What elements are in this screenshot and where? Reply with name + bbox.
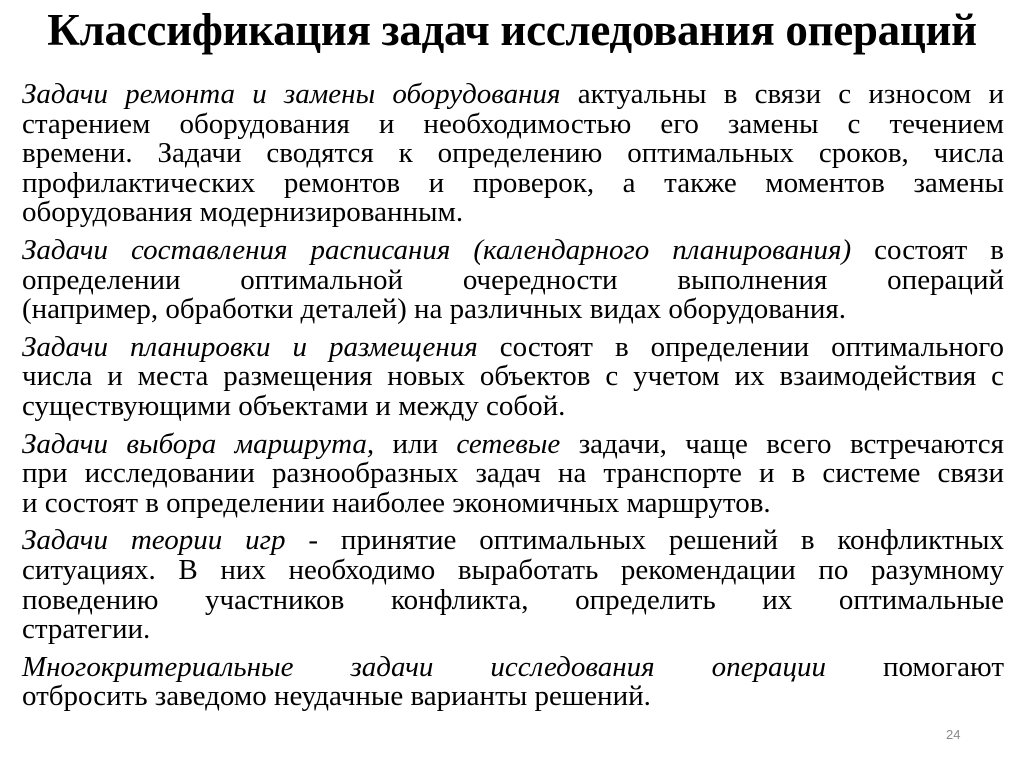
text-line xyxy=(22,198,1004,228)
italic-term: Задачи ремонта и замены оборудования xyxy=(22,78,561,110)
text-segment: актуальны в связи с износом и xyxy=(560,78,1004,110)
paragraph xyxy=(22,427,1004,519)
text-segment: оборудования модернизированным. xyxy=(22,196,464,229)
text-segment: старением оборудования и необходимостью его замены с течением xyxy=(22,107,1004,140)
text-line xyxy=(22,486,1004,519)
slide-body xyxy=(22,80,1004,720)
text-line xyxy=(22,362,1004,392)
text-line xyxy=(22,583,1004,616)
text-line xyxy=(22,233,1004,266)
italic-term: Задачи планировки и размещения xyxy=(22,330,478,363)
text-line xyxy=(22,295,1004,325)
text-line xyxy=(22,166,1004,199)
text-line xyxy=(22,526,1004,556)
text-segment: помогают xyxy=(825,650,1004,683)
text-line xyxy=(22,330,1005,363)
italic-term: Задачи составления расписания (календарного планирования) xyxy=(22,233,852,266)
text-line xyxy=(22,80,1004,110)
paragraph xyxy=(22,330,1005,422)
text-line xyxy=(22,553,1004,586)
italic-term: Задачи выбора маршрута, xyxy=(22,427,375,460)
page-number: 24 xyxy=(946,727,961,742)
text-line xyxy=(22,389,1004,422)
text-segment: времени. Задачи сводятся к определению оптимальных сроков, числа xyxy=(22,137,1004,170)
paragraph xyxy=(22,526,1004,644)
text-line xyxy=(22,459,1004,489)
text-line xyxy=(22,682,1004,712)
text-line xyxy=(22,615,1004,645)
slide-title: Классификация задач исследования операций xyxy=(47,5,977,55)
text-segment: (например, обработки деталей) на различных видах оборудования. xyxy=(22,293,847,326)
text-segment: при исследовании разнообразных задач на транспорте и в системе связи xyxy=(22,457,1004,490)
text-segment: существующими объектами и между собой. xyxy=(22,389,566,422)
text-segment: поведению участников конфликта, определить их оптимальные xyxy=(22,583,1004,616)
paragraph xyxy=(22,80,1004,228)
text-line xyxy=(22,139,1004,169)
text-segment: отбросить заведомо неудачные варианты решений. xyxy=(22,680,651,713)
italic-term: Многокритериальные задачи исследования операции xyxy=(22,650,826,683)
text-segment: и состоят в определении наиболее экономичных маршрутов. xyxy=(22,486,771,519)
text-segment: или xyxy=(374,427,457,460)
text-segment: - принятие оптимальных решений в конфликтных xyxy=(285,524,1005,557)
text-line xyxy=(22,650,1004,683)
italic-term: сетевые xyxy=(456,427,561,460)
text-segment: задачи, чаще всего встречаются xyxy=(560,427,1004,460)
text-segment: стратегии. xyxy=(22,613,151,646)
text-segment: профилактических ремонтов и проверок, а также моментов замены xyxy=(22,166,1004,199)
text-segment: состоят в определении оптимального xyxy=(477,330,1005,363)
text-line xyxy=(22,263,1004,296)
paragraph xyxy=(22,650,1004,713)
paragraph xyxy=(22,233,1004,326)
text-line xyxy=(22,107,1004,140)
text-line xyxy=(22,427,1004,460)
text-segment: ситуациях. В них необходимо выработать рекомендации по разумному xyxy=(22,553,1004,586)
text-segment: состоят в xyxy=(851,233,1004,266)
text-segment: числа и места размещения новых объектов с учетом их взаимодействия с xyxy=(22,360,1004,393)
text-segment: определении оптимальной очередности выполнения операций xyxy=(22,263,1004,296)
italic-term: Задачи теории игр xyxy=(22,524,286,557)
